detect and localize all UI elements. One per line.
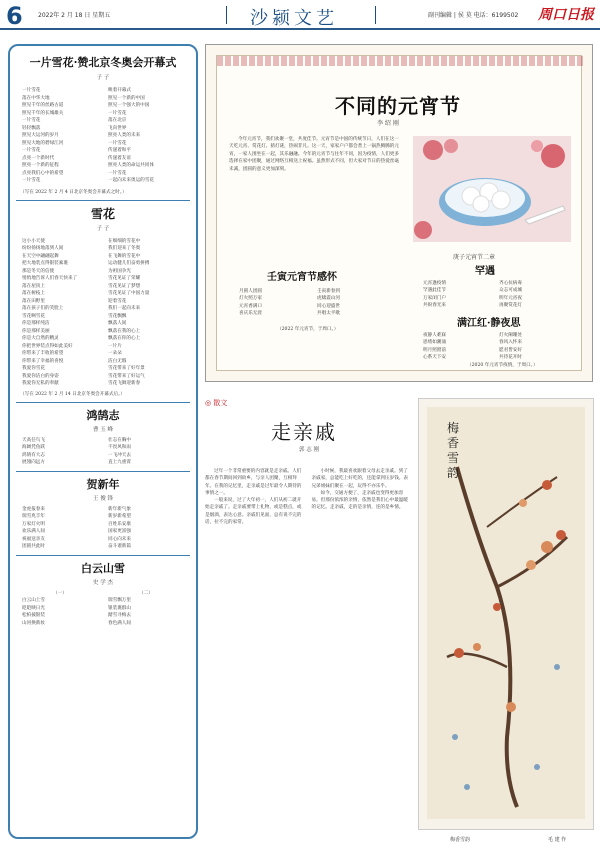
- poem-title: 贺新年: [86, 477, 120, 491]
- poem-line: 一片雪花: [22, 118, 41, 123]
- plum-blossom-painting: [427, 407, 585, 819]
- poem-line: 雪花带来了好运气: [108, 373, 145, 379]
- poem-line: 月圆人团圆: [239, 289, 262, 294]
- poem-line: 在天空中翩翩起舞: [22, 253, 59, 259]
- poem-line: 落在北京: [108, 118, 127, 123]
- tangyuan-illustration: [413, 136, 571, 242]
- poem-line: 我爱你无私的奉献: [22, 381, 59, 386]
- poem-line: 雪花见证了中国力量: [108, 291, 150, 296]
- divider: [16, 402, 190, 403]
- poem-lines: [22, 506, 98, 551]
- poem-line: 你把世界装点得如此美好: [22, 343, 73, 349]
- essay-tag: ◎ 散文: [205, 399, 228, 407]
- poem-line: 新岁新希望: [108, 514, 131, 519]
- poem-title: 一片雪花·赞北京冬奥会开幕式: [29, 56, 177, 69]
- poem-lines: [108, 238, 184, 388]
- poem-line: 欢乐满人间: [22, 529, 45, 534]
- poem-line: 照见大地的碧绿江河: [22, 140, 64, 146]
- poem-line: 雪花带来了好年景: [108, 366, 145, 371]
- poem-line: 我爱你洁白的身姿: [22, 373, 59, 379]
- poem-line: 你是那样美丽: [22, 328, 50, 334]
- poem-a-title: 壬寅元宵节感怀: [267, 272, 337, 283]
- feature-box: [205, 44, 593, 382]
- poem-lines: [108, 597, 184, 627]
- poem-line: 同心迎盛世: [317, 303, 340, 309]
- feature-title: 不同的元宵节: [335, 94, 461, 118]
- poem-title: 白云山雪: [81, 561, 125, 575]
- poem-line: 愿君皆安好: [499, 347, 522, 353]
- poem-line: 我们一起向未来: [108, 306, 141, 311]
- poem-b-series: 庚子元宵节二章: [453, 254, 496, 261]
- poem-four-block: [10, 476, 196, 551]
- poem-line: 雪花飘飘: [108, 313, 127, 319]
- poem-line: 把大地装点得银装素裹: [22, 261, 68, 266]
- poem-line: 一片雪花: [108, 170, 127, 176]
- poem-lines: [22, 597, 98, 627]
- poem-line: 照亮人类的未来: [108, 133, 141, 138]
- editor-info: 副刊编辑 | 侯 莫 电话：6199502: [428, 12, 519, 19]
- poem-line: 飞向世界: [108, 125, 127, 131]
- poem-line: 再聚赏花灯: [499, 303, 522, 309]
- poem-line: 众志可成城: [499, 288, 522, 294]
- feature-essay: 今年元宵节，我们欢聚一堂，共度佳节。元宵节是中国的传统节日，人们在这一天吃元宵、赏花灯、猜灯谜，热闹非凡。这一天，家家户户都会煮上一锅热腾腾的元宵，一家人围坐在一起，其乐融融。今年的元宵节与往年不同，因为疫情，人们更多选择在家中团聚，通过网络互相送上祝福。虽然形式不同，但大家对节日的热爱丝毫未减，团圆的意义更加深刻。: [229, 137, 399, 172]
- poem-author: 子 子: [96, 225, 110, 232]
- poem-line: 壬寅新春到: [317, 289, 340, 294]
- poem-line: 灯火阑珊处: [499, 333, 522, 338]
- section-title: 沙颍文艺: [250, 8, 338, 29]
- essay-section: [205, 398, 410, 838]
- poem-line: 纷纷扬扬地落到人间: [22, 246, 64, 251]
- poem-line: 雪花见证了荣耀: [108, 276, 141, 281]
- poem-line: 心系天下安: [423, 355, 446, 361]
- poem-line: 一片雪花: [108, 110, 127, 116]
- poem-line: 踏雪寻梅去: [108, 613, 131, 618]
- poem-line: 一飞冲天去: [108, 452, 131, 458]
- poem-line: 这小小天使: [22, 238, 45, 244]
- painting-title: 梅香雪韵: [450, 837, 471, 843]
- poetry-column: [8, 44, 198, 839]
- poem-line: 齐心抗病毒: [499, 281, 522, 286]
- poem-line: 映着开幕式: [108, 88, 131, 93]
- poem-line: 落在孩子们的笑脸上: [22, 306, 64, 311]
- poem-line: 那是冬天的信使: [22, 268, 55, 274]
- poem-line: 虎啸震山河: [317, 296, 340, 302]
- poem-line: 传递着友谊: [108, 155, 131, 161]
- newspaper-logo: 周口日报: [538, 7, 594, 23]
- poem-line: 新年新气象: [108, 506, 131, 512]
- poem-line: 雪花啊雪花: [22, 313, 45, 319]
- poem-line: 你是那样纯洁: [22, 321, 50, 326]
- poem-lines: [499, 332, 563, 362]
- poem-line: 山河换新妆: [22, 620, 45, 626]
- poem-b-title: 罕遇: [475, 266, 495, 277]
- essay-paragraph: 过年一个非常重要的内容就是走亲戚。人们都在春节期间回到故乡，与亲人团聚，互相拜年。在我的记忆里，走亲戚是过年最令人期待的事情之一。: [205, 469, 302, 496]
- poem-line: 悄悄地告诉人们春天快来了: [22, 276, 78, 281]
- poem-line: 明月照窗前: [423, 347, 446, 353]
- poem-line: 落在屋顶上: [22, 283, 45, 289]
- poem-line: 洁白无瑕: [108, 358, 127, 364]
- divider: [16, 471, 190, 472]
- poem-line: 我爱你雪花: [22, 366, 45, 371]
- poem-lines: [499, 280, 563, 310]
- poem-line: 你带来了丰收的希望: [22, 351, 64, 356]
- poem-line: 展翅向远方: [22, 460, 45, 465]
- poem-line: 喜庆乐无涯: [239, 311, 262, 317]
- poem-line: 迎着雪花: [108, 298, 127, 304]
- poem-line: 在飞舞的雪花中: [108, 253, 141, 259]
- poem-line: 松柏披银装: [22, 613, 45, 618]
- poem-line: 不畏风和雨: [108, 445, 131, 450]
- poem-lines: [22, 238, 98, 388]
- poem-line: 鸿鹄有大志: [22, 452, 45, 458]
- poem-line: 照亮人类的命运共同体: [108, 163, 154, 168]
- poem-line: 共盼春光来: [423, 303, 446, 309]
- poem-line: 点亮我们心中的希望: [22, 170, 64, 176]
- poem-lines: [108, 506, 184, 551]
- poem-line: 祝福送亲友: [22, 536, 45, 542]
- poem-line: 照见大运河的岁月: [22, 133, 59, 138]
- poem-line: 银装裹群山: [108, 605, 131, 611]
- poem-line: 壮志在胸中: [108, 437, 131, 443]
- poem-line: 落在田野里: [22, 298, 45, 304]
- page-header: [0, 0, 600, 30]
- poem-line: 在细细的雪花中: [108, 238, 141, 244]
- poem-line: 瑞雪兆丰年: [22, 514, 45, 519]
- poem-note: （写在 2022 年 2 月 14 日北京冬奥会开幕式后。）: [20, 391, 126, 397]
- poem-three-block: [10, 407, 196, 467]
- poem-note: （写在 2022 年 2 月 4 日北京冬奥会开幕式之时。）: [20, 189, 127, 195]
- painting-artist: 毛 建 作: [548, 837, 567, 843]
- poem-lines: [317, 288, 381, 318]
- poem-line: 雪花见证了梦想: [108, 283, 141, 289]
- poem-line: 点亮一个新时代: [22, 155, 55, 161]
- painting-frame: [418, 398, 594, 830]
- painting-inscription: 梅香雪韵: [447, 421, 460, 480]
- poem-line: 照见一个强大的中国: [108, 103, 150, 108]
- essay-title: 走亲戚: [271, 420, 337, 444]
- poem-lines: [22, 87, 98, 185]
- poem-author: 曹 玉 峰: [93, 426, 113, 433]
- poem-line: 一片雪花: [108, 140, 127, 146]
- poem-line: 照见千年的丝路古道: [22, 103, 64, 108]
- essay-paragraph: 如今，交通方便了，走亲戚也变得更加容易。但那份浓浓的亲情，依然是我们心中最温暖的记忆。走亲戚，走的是亲情，连的是乡情。: [311, 490, 408, 511]
- poem-line: 雪花飞舞迎新春: [108, 381, 141, 386]
- essay-body: [205, 468, 410, 526]
- poem-line: 罕遇此佳节: [423, 288, 446, 294]
- poem-line: 飘落人间: [108, 321, 127, 326]
- essay-author: 郭 志 刚: [299, 447, 319, 453]
- poem-line: 我们迎来了冬奥: [108, 246, 141, 251]
- poem-line: 春色满人间: [108, 620, 131, 626]
- poem-line: 飘落在我的心上: [108, 328, 141, 334]
- poem-line: 金虎报春来: [22, 506, 45, 512]
- poem-line: 同心向未来: [108, 536, 131, 542]
- poem-line: 落在树枝上: [22, 291, 45, 296]
- feature-inner: [216, 55, 582, 371]
- poem-line: 一朵朵: [108, 351, 122, 356]
- poem-line: 元宵香满口: [239, 303, 262, 309]
- poem-line: 一起向未来奥运的雪花: [108, 178, 154, 183]
- poem-line: 照亮一个新的征程: [22, 163, 59, 168]
- poem-line: 飘落在你的心上: [108, 336, 141, 341]
- poem-line: 共待花开时: [499, 355, 522, 361]
- poem-author: 王 俊 锋: [93, 495, 113, 502]
- poem-line: 你是大自然的精灵: [22, 336, 59, 341]
- poem-line: 为祖国争光: [108, 268, 131, 274]
- tangyuan-photo: [413, 136, 571, 242]
- feature-author: 李 绍 刚: [377, 120, 399, 127]
- divider: [16, 555, 190, 556]
- poem-author: 史 学 杰: [93, 579, 113, 586]
- poem-line: 夜静人难寐: [423, 333, 446, 338]
- poem-line: 万家闭门户: [423, 295, 446, 301]
- poem-line: 灯火照万家: [239, 296, 262, 302]
- poem-lines: [423, 332, 487, 362]
- poem-line: 直上九重霄: [108, 460, 131, 465]
- decorative-border: [217, 56, 583, 66]
- poem-line: 一片雪花: [22, 178, 41, 183]
- poem-lines: [108, 437, 184, 467]
- poem-part-label: （一）: [53, 590, 67, 596]
- poem-line: 奋斗谱新篇: [108, 544, 131, 549]
- poem-line: 共唱太平歌: [317, 311, 340, 317]
- poem-c-title: 满江红·静夜思: [457, 318, 521, 329]
- poem-line: 照见一个新的中国: [108, 95, 145, 101]
- poem-lines: [108, 87, 184, 185]
- poem-line: 万家灯火明: [22, 521, 45, 527]
- poem-part-label: （二）: [139, 590, 153, 596]
- poem-title: 鸿鹄志: [86, 408, 120, 422]
- poem-line: 春风入怀来: [499, 340, 522, 346]
- poem-line: 皑皑映日光: [22, 605, 45, 611]
- poem-line: 运动健儿们奋勇拼搏: [108, 261, 150, 266]
- poem-note: （2022 年元宵节，于周口。）: [277, 327, 339, 332]
- poem-title: 雪花: [90, 206, 115, 221]
- poem-lines: [423, 280, 487, 310]
- poem-author: 子 子: [96, 75, 110, 81]
- divider: [16, 200, 190, 201]
- essay-paragraph: 一般来说，过了大年初一，人们从初二就开始走亲戚了。走亲戚要带上礼物，或是糕点，或是烟酒，表达心意。亲戚们见面，总有说不完的话，拉不完的家常。: [205, 498, 302, 526]
- poem-line: 国家更富强: [108, 529, 131, 534]
- poem-line: 照见千年的长城雄关: [22, 110, 64, 116]
- poem-one-block: [10, 46, 196, 196]
- poem-line: 明年元宵夜: [499, 295, 522, 301]
- poem-line: 团圆共此时: [22, 544, 45, 549]
- poem-lines: [22, 437, 98, 467]
- issue-date: 2022年 2 月 18 日 星期五: [38, 12, 111, 19]
- poem-line: 一片雪花: [22, 148, 41, 153]
- poem-line: 白云山上雪: [22, 598, 45, 603]
- poem-lines: [239, 288, 303, 318]
- poem-line: 一片片: [108, 343, 122, 349]
- poem-line: 思绪如潮涌: [423, 340, 446, 346]
- poem-line: 百姓乐安康: [108, 521, 131, 527]
- poem-line: 轻轻飘落: [22, 125, 41, 131]
- poem-line: 落在中华大地: [22, 95, 50, 101]
- poem-five-block: [10, 560, 196, 628]
- poem-line: 传递着和平: [108, 148, 131, 153]
- poem-note: （2020 年元宵节疫情，于周口。）: [467, 363, 538, 368]
- poem-line: 瑞雪飘万里: [108, 598, 131, 603]
- poem-two-block: [10, 205, 196, 398]
- poem-line: 元宵逢疫情: [423, 281, 446, 286]
- page-number: 6: [6, 2, 23, 30]
- poem-line: 海阔凭鱼跃: [22, 445, 45, 450]
- poem-line: 天高任鸟飞: [22, 437, 45, 443]
- poem-line: 你带来了幸福的喜悦: [22, 358, 64, 364]
- poem-line: 一片雪花: [22, 88, 41, 93]
- essay-paragraph: 小时候，我最喜欢跟着父母去走亲戚。到了亲戚家，总能吃上好吃的，还能拿到压岁钱。表兄弟姐妹们聚在一起，玩得不亦乐乎。: [311, 469, 408, 489]
